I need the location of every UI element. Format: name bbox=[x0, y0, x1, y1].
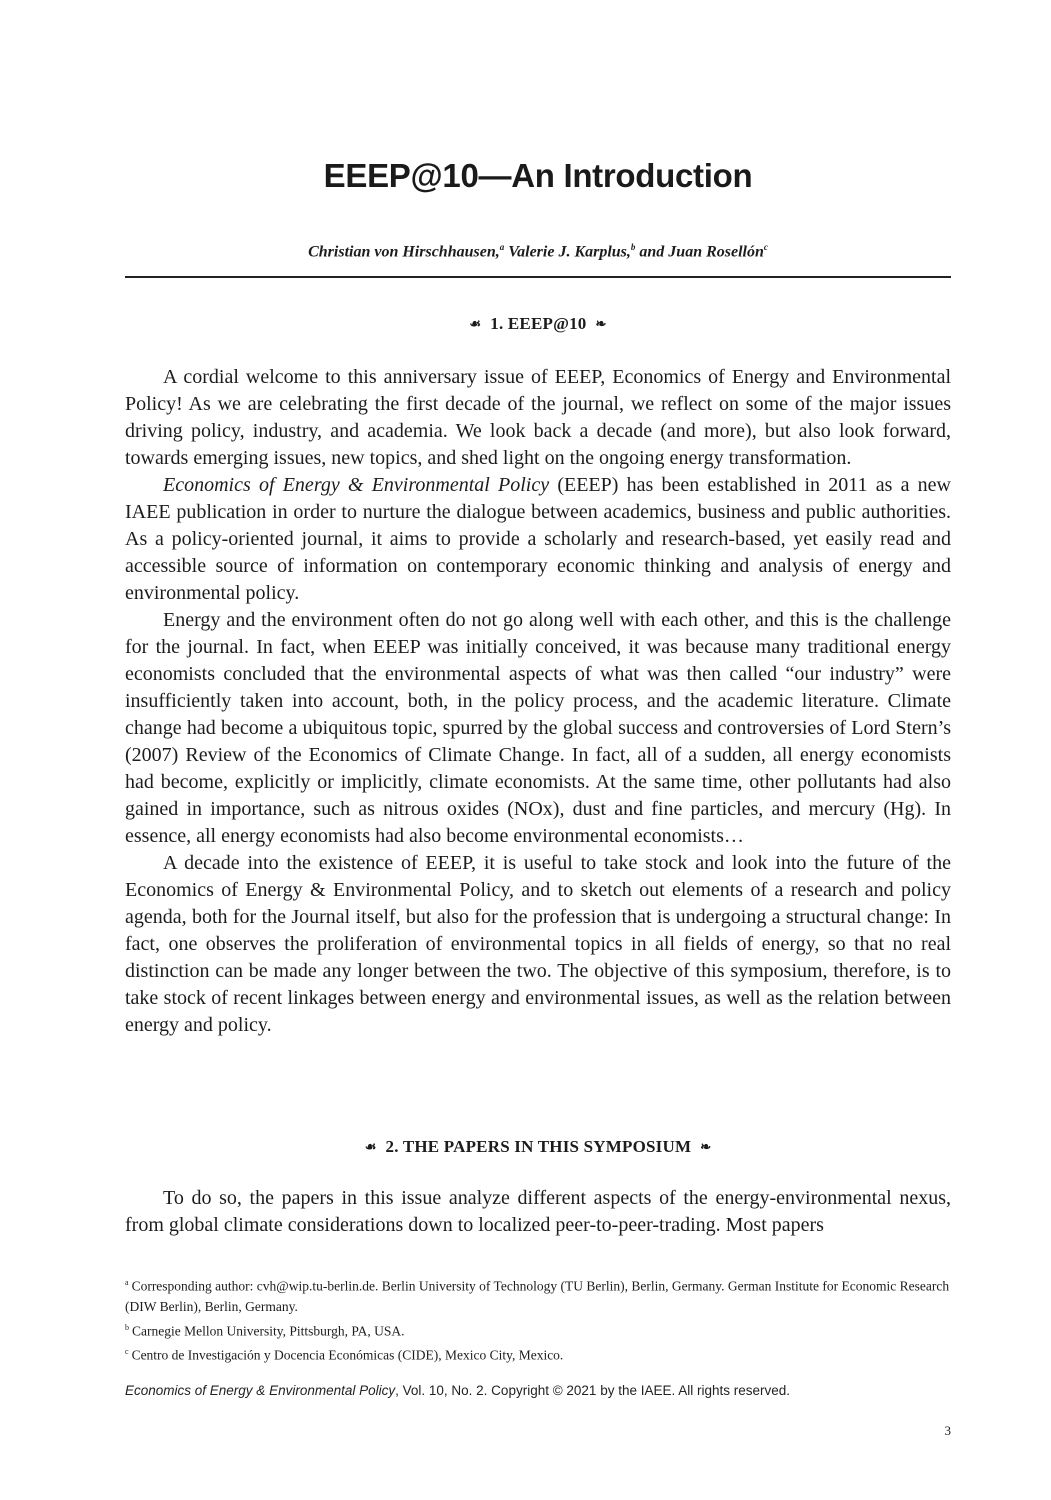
section-1-heading bbox=[125, 314, 951, 334]
paragraph-1 bbox=[125, 364, 951, 472]
section-2-body bbox=[125, 1185, 951, 1239]
footnotes bbox=[125, 1273, 951, 1366]
author-1-mark: a bbox=[499, 242, 505, 252]
author-2: Valerie J. Karplus, bbox=[508, 243, 631, 261]
footnote-c bbox=[125, 1342, 951, 1366]
journal-page bbox=[125, 0, 951, 1500]
section-1-body bbox=[125, 364, 951, 1039]
paragraph-3 bbox=[125, 607, 951, 850]
ornament-right-icon: ❧ bbox=[595, 316, 607, 331]
footnote-b-text: Carnegie Mellon University, Pittsburgh, PA, USA. bbox=[132, 1323, 405, 1338]
paragraph-4 bbox=[125, 850, 951, 1039]
section-1-title: 1. EEEP@10 bbox=[490, 314, 587, 333]
paragraph-3-text: Energy and the environment often do not go along well with each other, and this is the challenge for the journal. In fact, when EEEP was initially conceived, it was because many traditional energy economists concluded that the environmental aspects of what was then called “our industry” were insufficiently taken into account, both, in the policy process, and the academic literature. Climate change had become a ubiquitous topic, spurred by the global success and controversies of Lord Stern’s (2007) Review of the Economics of Climate Change. In fact, all of a sudden, all energy economists had become, explicitly or implicitly, climate economists. At the same time, other pollutants had also gained in importance, such as nitrous oxides (NOx), dust and fine particles, and mercury (Hg). In essence, all energy economists had also become environmental economists… bbox=[125, 609, 951, 847]
author-3-mark: c bbox=[763, 242, 768, 252]
author-line bbox=[125, 242, 951, 261]
paragraph-2 bbox=[125, 472, 951, 607]
paragraph-1-text: A cordial welcome to this anniversary issue of EEEP, Economics of Energy and Environmental Policy! As we are celebrating the first decade of the journal, we reflect on some of the major issues driving policy, industry, and academia. We look back a decade (and more), but also look forward, towards emerging issues, new topics, and shed light on the ongoing energy transformation. bbox=[125, 366, 951, 469]
footnote-a-text: Corresponding author: cvh@wip.tu-berlin.de. Berlin University of Technology (TU Berlin), Berlin, Germany. German Institute for Economic Research (DIW Berlin), Berlin, Germany. bbox=[125, 1278, 950, 1314]
journal-name: Economics of Energy & Environmental Policy bbox=[125, 1383, 396, 1398]
ornament-left-icon: ☙ bbox=[364, 1139, 377, 1154]
paragraph-2-text: (EEEP) has been established in 2011 as a new IAEE publication in order to nurture the dialogue between academics, business and public authorities. As a policy-oriented journal, it aims to provide a scholarly and research-based, yet easily read and accessible source of information on contemporary economic thinking and analysis of energy and environmental policy. bbox=[125, 474, 951, 604]
footnote-a-mark: a bbox=[125, 1278, 129, 1287]
author-3: and Juan Rosellón bbox=[639, 243, 764, 261]
copyright-text: , Vol. 10, No. 2. Copyright © 2021 by the IAEE. All rights reserved. bbox=[395, 1383, 791, 1398]
footnote-b-mark: b bbox=[125, 1322, 129, 1332]
footnote-b bbox=[125, 1318, 951, 1342]
author-2-mark: b bbox=[630, 242, 636, 252]
copyright-line bbox=[125, 1383, 951, 1398]
section-2-heading bbox=[125, 1137, 951, 1157]
title-divider bbox=[125, 276, 951, 278]
paragraph-5: To do so, the papers in this issue analyze different aspects of the energy-environmental nexus, from global climate considerations down to localized peer-to-peer-trading. Most papers bbox=[125, 1187, 951, 1236]
article-title: EEEP@10—An Introduction bbox=[323, 157, 753, 194]
author-1: Christian von Hirschhausen, bbox=[308, 243, 500, 261]
paragraph-4-text: A decade into the existence of EEEP, it is useful to take stock and look into the future of the Economics of Energy & Environmental Policy, and to sketch out elements of a research and policy agenda, both for the Journal itself, but also for the profession that is undergoing a structural change: In fact, one observes the proliferation of environmental topics in all fields of energy, so that no real distinction can be made any longer between the two. The objective of this symposium, therefore, is to take stock of recent linkages between energy and environmental issues, as well as the relation between energy and policy. bbox=[125, 852, 951, 1036]
footnote-c-mark: c bbox=[125, 1346, 129, 1356]
paragraph-2-italic: Economics of Energy & Environmental Policy bbox=[163, 474, 550, 496]
footnote-a bbox=[125, 1273, 951, 1318]
section-2-title: 2. THE PAPERS IN THIS SYMPOSIUM bbox=[385, 1137, 692, 1156]
footnote-c-text: Centro de Investigación y Docencia Económicas (CIDE), Mexico City, Mexico. bbox=[131, 1347, 564, 1362]
ornament-right-icon: ❧ bbox=[700, 1139, 712, 1154]
ornament-left-icon: ☙ bbox=[469, 316, 482, 331]
page-number: 3 bbox=[944, 1423, 951, 1438]
